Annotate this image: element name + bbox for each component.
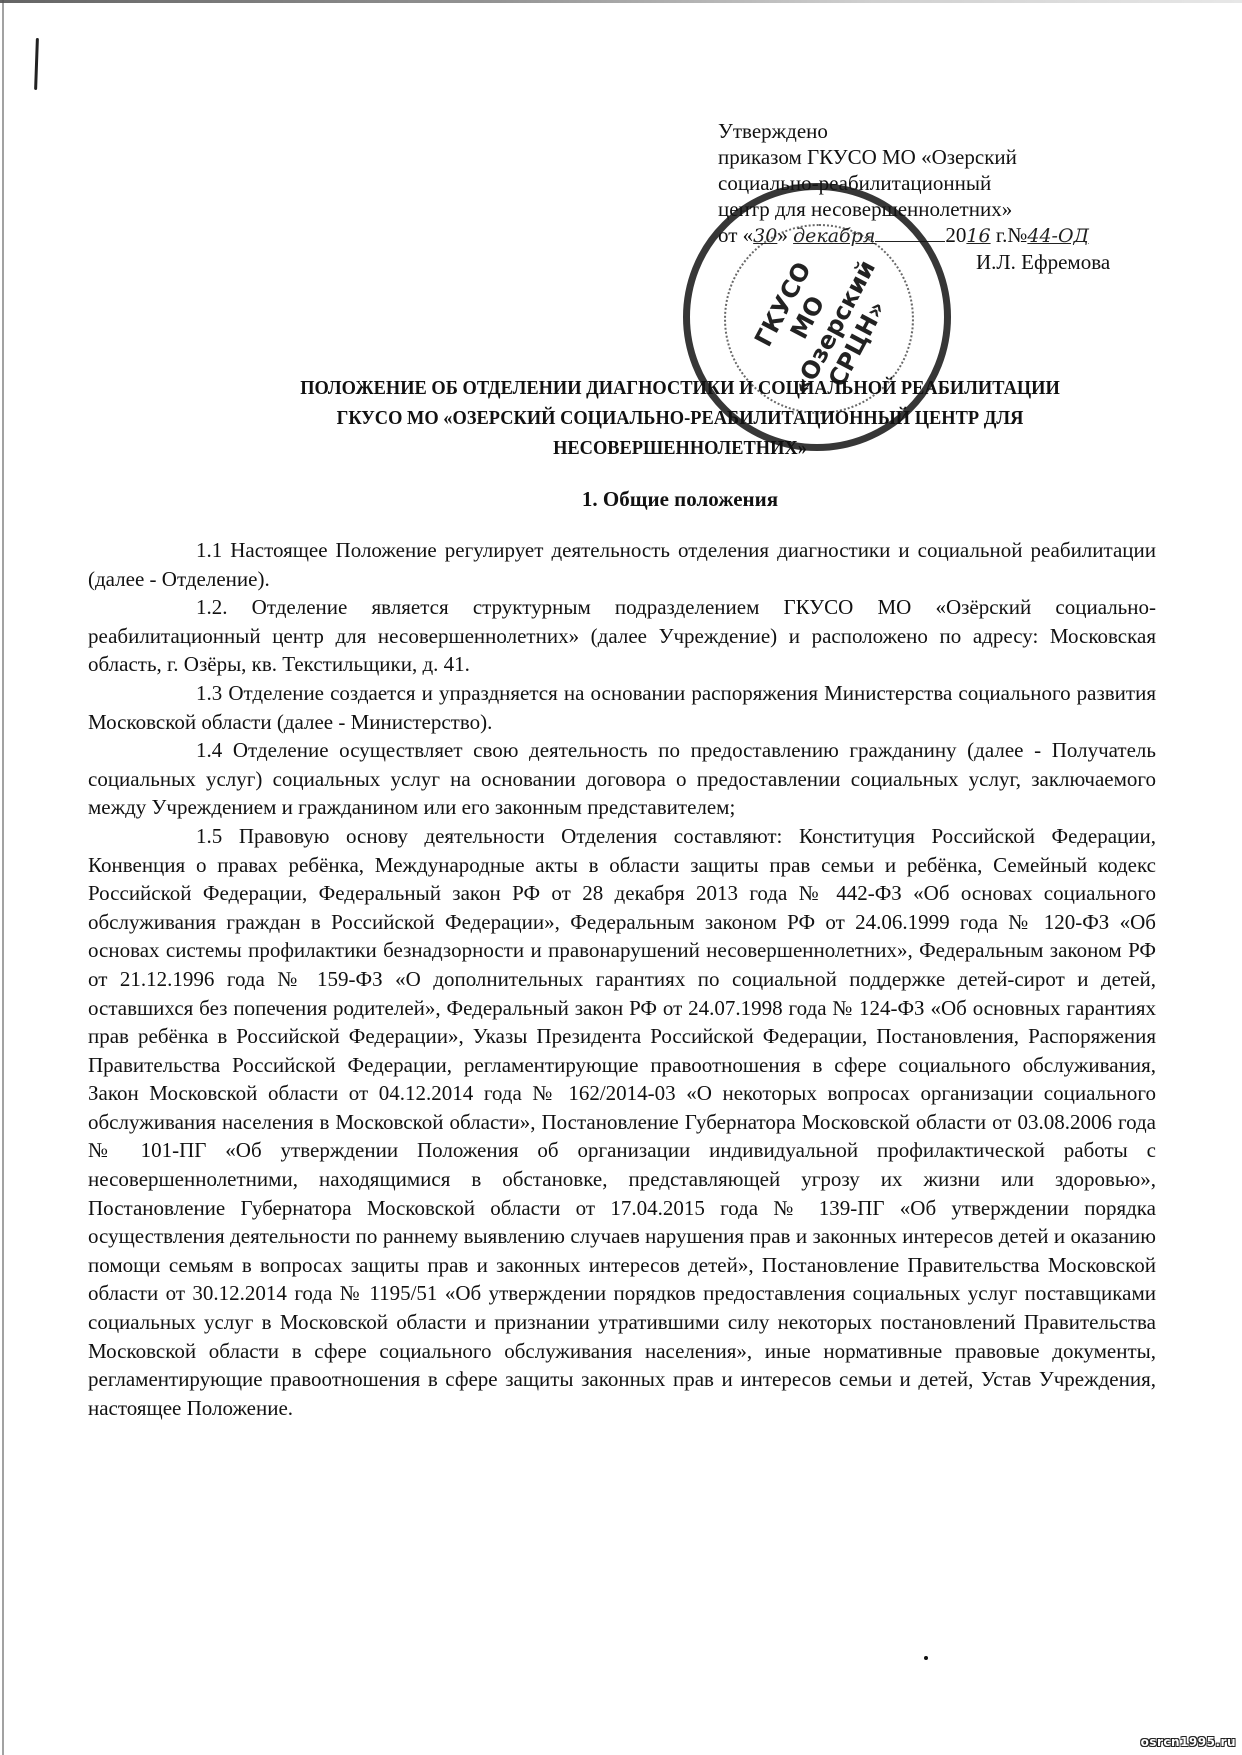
scan-edge-top [0, 0, 1242, 3]
paragraph-1-3: 1.3 Отделение создается и упраздняется на основании распоряжения Министерства социального развития Московской области (далее - Министерство). [88, 680, 1156, 734]
paragraph-1-5: 1.5 Правовую основу деятельности Отделения составляют: Конституция Российской Федерации, Конвенция о правах ребёнка, Международные акты в области защиты прав семьи и ребёнка, Семейный кодекс Российской Федерации, Федеральный закон РФ от 28 декабря 2013 года № 442-ФЗ «Об основах социального обслуживания граждан в Российской Федерации», Федеральным законом РФ от 24.06.1999 года № 120-ФЗ «Об основах системы профилактики безнадзорности и правонарушений несовершеннолетних», Федеральным законом РФ от 21.12.1996 года № 159-ФЗ «О дополнительных гарантиях по социальной поддержке детей-сирот и детей, оставшихся без попечения родителей», Федеральный закон РФ от 24.07.1998 года № 124-ФЗ «Об основных гарантиях прав ребёнка в Российской Федерации», Указы Президента Российской Федерации, Постановления, Распоряжения Правительства Российской Федерации, регламентирующие правоотношения в сфере социального обслуживания, Закон Московской области от 04.12.2014 года № 162/2014-03 «О некоторых вопросах организации социального обслуживания населения в Московской области», Постановление Губернатора Московской области от 03.08.2006 года № 101-ПГ «Об утверждении Положения об организации индивидуальной профилактической работы с несовершеннолетними, находящимися в обстановке, представляющей угрозу их жизни или здоровью», Постановление Губернатора Московской области от 17.04.2015 года № 139-ПГ «Об утверждении порядка осуществления деятельности по раннему выявлению случаев нарушения прав и законных интересов детей и оказанию помощи семьям в вопросах защиты прав и законных интересов детей», Постановление Правительства Московской области от 30.12.2014 года № 1195/51 «Об утверждении порядков предоставления социальных услуг поставщиками социальных услуг в Московской области и признании утратившими силу некоторых постановлений Правительства Московской области в сфере социального обслуживания населения», иные нормативные правовые документы, регламентирующие правоотношения в сфере защиты законных прав и интересов семьи и детей, Устав Учреждения, настоящее Положение. [88, 823, 1156, 1420]
approval-signature-line [718, 249, 1188, 275]
site-watermark: osrcn1995.ru [1140, 1735, 1236, 1749]
approval-line-1: Утверждено [718, 119, 828, 143]
stray-dot-mark [924, 1656, 928, 1660]
approval-line-3: социально-реабилитационный [718, 171, 992, 195]
paragraph-1-4: 1.4 Отделение осуществляет свою деятельность по предоставлению гражданину (далее - Получатель социальных услуг) социальных услуг на основании договора о предоставлении социальных услуг, заключаемого между Учреждением и гражданином или его законным представителем; [88, 738, 1156, 820]
date-underline [875, 241, 945, 242]
order-number-handwritten: 44-ОД [1027, 225, 1089, 247]
paragraph-1-2: 1.2. Отделение является структурным подразделением ГКУСО МО «Озёрский социально-реабилитационный центр для несовершеннолетних» (далее Учреждение) и расположено по адресу: Московская область, г. Озёры, кв. Текстильщики, д. 41. [88, 595, 1156, 677]
date-day-handwritten: 30 [753, 225, 778, 247]
stamp-center-text: ГКУСО МО «Озерский СРЦН» [749, 255, 892, 399]
title-line-3: НЕСОВЕРШЕННОЛЕТНИХ» [553, 437, 807, 459]
date-prefix: от « [718, 223, 754, 247]
date-year-handwritten: 16 [966, 225, 991, 247]
title-line-1: ПОЛОЖЕНИЕ ОБ ОТДЕЛЕНИИ ДИАГНОСТИКИ И СОЦИАЛЬНОЙ РЕАБИЛИТАЦИИ [300, 377, 1060, 399]
paragraph-1-1: 1.1 Настоящее Положение регулирует деятельность отделения диагностики и социальной реабилитации (далее - Отделение). [88, 538, 1156, 591]
scan-edge-left [2, 0, 4, 1755]
approval-line-2: приказом ГКУСО МО «Озерский [718, 145, 1017, 169]
date-year-prefix: 20 [945, 223, 967, 247]
approval-date-line [718, 222, 1188, 249]
date-month-handwritten: декабря [793, 225, 876, 247]
date-mid: » [777, 223, 794, 247]
signatory-name: И.Л. Ефремова [976, 250, 1111, 274]
approval-block [718, 118, 1188, 275]
section-heading: 1. Общие положения [581, 487, 779, 511]
order-number-prefix: г.№ [990, 223, 1028, 247]
margin-pen-mark [34, 38, 39, 90]
title-line-2: ГКУСО МО «ОЗЕРСКИЙ СОЦИАЛЬНО-РЕАБИЛИТАЦИОННЫЙ ЦЕНТР ДЛЯ [336, 407, 1024, 429]
body-text [88, 536, 1156, 1422]
document-title [238, 373, 1121, 463]
approval-line-4: центр для несовершеннолетних» [718, 197, 1013, 221]
